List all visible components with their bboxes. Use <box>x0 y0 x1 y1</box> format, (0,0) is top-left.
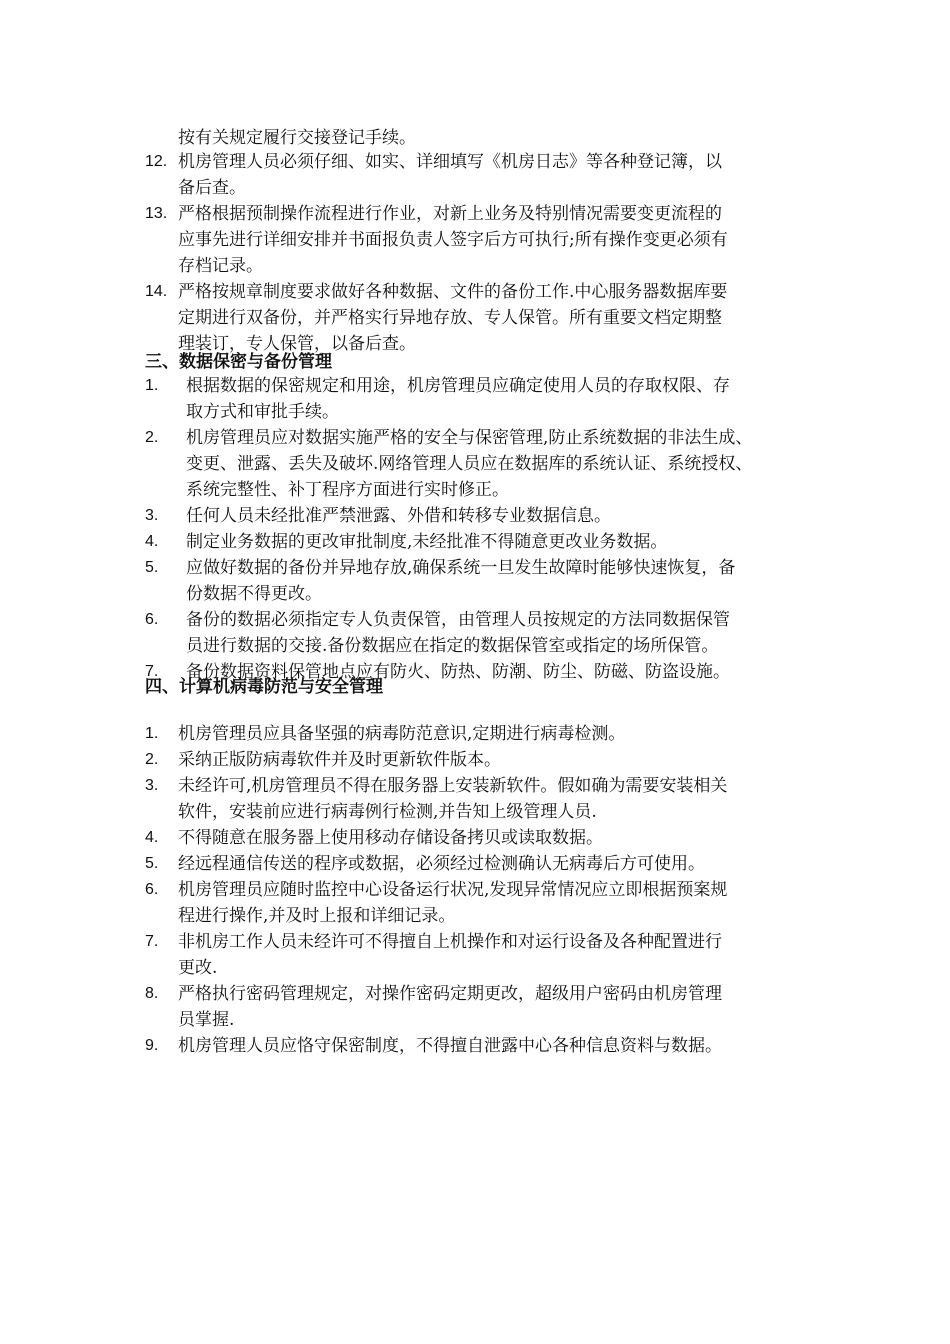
list-item-text: 程进行操作,并及时上报和详细记录。 <box>178 906 456 926</box>
list-item-text: 机房管理员应具备坚强的病毒防范意识,定期进行病毒检测。 <box>178 724 626 744</box>
continuation-text: 按有关规定履行交接登记手续。 <box>178 128 416 148</box>
list-item-text: 应事先进行详细安排并书面报负责人签字后方可执行;所有操作变更必须有 <box>178 230 728 250</box>
list-item-text: 份数据不得更改。 <box>186 584 322 604</box>
list-item-number: 9. <box>145 1037 159 1054</box>
list-item-text: 备后查。 <box>178 178 246 198</box>
list-item-text: 严格按规章制度要求做好各种数据、文件的备份工作.中心服务器数据库要 <box>178 282 728 302</box>
list-item-text: 员进行数据的交接.备份数据应在指定的数据保管室或指定的场所保管。 <box>186 636 719 656</box>
list-item-text: 存档记录。 <box>178 256 263 276</box>
section-heading-4: 四、计算机病毒防范与安全管理 <box>145 677 383 697</box>
list-item-number: 7. <box>145 663 159 680</box>
list-item-text: 不得随意在服务器上使用移动存储设备拷贝或读取数据。 <box>178 828 603 848</box>
list-item-number: 6. <box>145 881 159 898</box>
list-item-text: 备份数据资料保管地点应有防火、防热、防潮、防尘、防磁、防盗设施。 <box>186 662 730 682</box>
list-item-number: 1. <box>145 725 159 742</box>
list-item-number: 13. <box>145 205 168 222</box>
list-item-text: 系统完整性、补丁程序方面进行实时修正。 <box>186 480 509 500</box>
list-item-number: 3. <box>145 777 159 794</box>
list-item-text: 机房管理人员应恪守保密制度，不得擅自泄露中心各种信息资料与数据。 <box>178 1036 722 1056</box>
list-item-number: 4. <box>145 533 159 550</box>
list-item-number: 14. <box>145 283 168 300</box>
list-item-text: 任何人员未经批准严禁泄露、外借和转移专业数据信息。 <box>186 506 611 526</box>
list-item-number: 1. <box>145 377 159 394</box>
list-item-text: 制定业务数据的更改审批制度,未经批准不得随意更改业务数据。 <box>186 532 668 552</box>
list-item-text: 软件，安装前应进行病毒例行检测,并告知上级管理人员. <box>178 802 597 822</box>
section-heading-3: 三、数据保密与备份管理 <box>145 352 332 372</box>
list-item-text: 采纳正版防病毒软件并及时更新软件版本。 <box>178 750 501 770</box>
list-item-number: 3. <box>145 507 159 524</box>
list-item-number: 4. <box>145 829 159 846</box>
list-item-number: 5. <box>145 855 159 872</box>
list-item-number: 12. <box>145 153 168 170</box>
list-item-text: 严格根据预制操作流程进行作业，对新上业务及特别情况需要变更流程的 <box>178 204 722 224</box>
list-item-text: 更改. <box>178 958 218 978</box>
list-item-text: 应做好数据的备份并异地存放,确保系统一旦发生故障时能够快速恢复，备 <box>186 558 736 578</box>
list-item-text: 机房管理员应随时监控中心设备运行状况,发现异常情况应立即根据预案规 <box>178 880 728 900</box>
list-item-text: 理装订，专人保管，以备后查。 <box>178 334 416 354</box>
list-item-text: 定期进行双备份，并严格实行异地存放、专人保管。所有重要文档定期整 <box>178 308 722 328</box>
list-item-text: 备份的数据必须指定专人负责保管，由管理人员按规定的方法同数据保管 <box>186 610 730 630</box>
list-item-text: 未经许可,机房管理员不得在服务器上安装新软件。假如确为需要安装相关 <box>178 776 728 796</box>
list-item-text: 机房管理人员必须仔细、如实、详细填写《机房日志》等各种登记簿，以 <box>178 152 722 172</box>
list-item-text: 取方式和审批手续。 <box>186 402 339 422</box>
list-item-text: 非机房工作人员未经许可不得擅自上机操作和对运行设备及各种配置进行 <box>178 932 722 952</box>
list-item-text: 员掌握. <box>178 1010 235 1030</box>
list-item-number: 8. <box>145 985 159 1002</box>
list-item-text: 经远程通信传送的程序或数据，必须经过检测确认无病毒后方可使用。 <box>178 854 705 874</box>
list-item-text: 变更、泄露、丢失及破坏.网络管理人员应在数据库的系统认证、系统授权、 <box>186 454 753 474</box>
list-item-text: 根据数据的保密规定和用途，机房管理员应确定使用人员的存取权限、存 <box>186 376 730 396</box>
list-item-number: 2. <box>145 751 159 768</box>
list-item-text: 机房管理员应对数据实施严格的安全与保密管理,防止系统数据的非法生成、 <box>186 428 753 448</box>
list-item-number: 7. <box>145 933 159 950</box>
list-item-number: 2. <box>145 429 159 446</box>
list-item-number: 6. <box>145 611 159 628</box>
list-item-text: 严格执行密码管理规定，对操作密码定期更改，超级用户密码由机房管理 <box>178 984 722 1004</box>
list-item-number: 5. <box>145 559 159 576</box>
